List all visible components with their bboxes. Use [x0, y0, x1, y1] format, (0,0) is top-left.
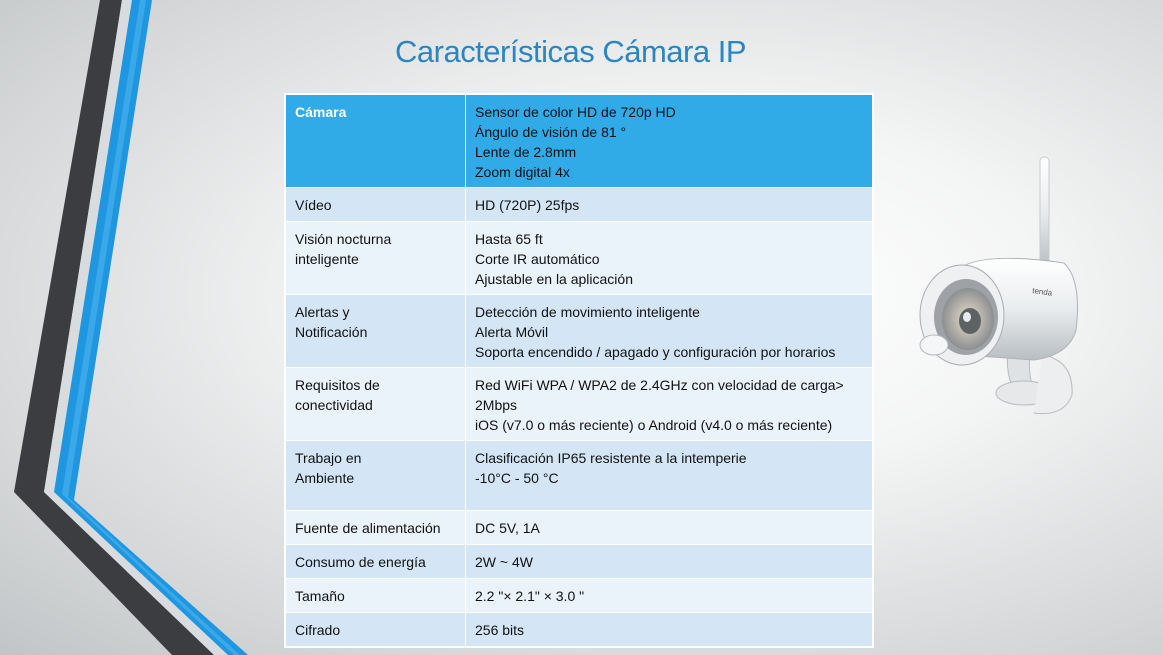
spec-value: DC 5V, 1A — [475, 520, 540, 536]
spec-label: inteligente — [295, 251, 359, 267]
spec-value-cell — [466, 295, 873, 368]
spec-label: Ambiente — [295, 470, 355, 486]
spec-value: Alerta Móvil — [475, 324, 549, 340]
brand-mark: tenda — [1031, 286, 1053, 298]
spec-label: Visión nocturna — [295, 231, 392, 247]
slide-title: Características Cámara IP — [395, 34, 746, 69]
spec-label-cell — [286, 295, 466, 368]
table-row — [286, 188, 873, 222]
table-row — [286, 368, 873, 441]
spec-value: 2.2 "× 2.1" × 3.0 " — [475, 588, 585, 604]
decorative-stripes — [0, 0, 300, 655]
ip-camera-icon — [914, 155, 1084, 425]
spec-value: Ángulo de visión de 81 ° — [475, 124, 627, 140]
spec-label-cell — [286, 368, 466, 441]
spec-label-cell — [286, 95, 466, 188]
table-row — [286, 95, 873, 188]
table-row — [286, 295, 873, 368]
spec-label: Vídeo — [295, 197, 332, 213]
spec-label-cell — [286, 613, 466, 647]
spec-label: Trabajo en — [295, 450, 362, 466]
spec-label: Requisitos de — [295, 377, 380, 393]
antenna — [1040, 157, 1049, 267]
table-row — [286, 545, 873, 579]
spec-value: iOS (v7.0 o más reciente) o Android (v4.0 o más reciente) — [475, 417, 833, 433]
table-row — [286, 441, 873, 511]
spec-label: Alertas y — [295, 304, 350, 320]
table-row — [286, 579, 873, 613]
spec-value: 2W ~ 4W — [475, 554, 533, 570]
spec-value: Red WiFi WPA / WPA2 de 2.4GHz con velocidad de carga> — [475, 377, 844, 393]
spec-label: Tamaño — [295, 588, 345, 604]
spec-label: Cifrado — [295, 622, 341, 638]
spec-value-cell — [466, 545, 873, 579]
spec-label-cell — [286, 579, 466, 613]
spec-label: Fuente de alimentación — [295, 520, 441, 536]
spec-value: Sensor de color HD de 720p HD — [475, 104, 676, 120]
spec-value: Hasta 65 ft — [475, 231, 543, 247]
spec-value: Soporta encendido / apagado y configuración por horarios — [475, 344, 836, 360]
spec-value: Corte IR automático — [475, 251, 600, 267]
spec-value-cell — [466, 511, 873, 545]
spec-value-cell — [466, 95, 873, 188]
spec-table — [285, 94, 873, 647]
table-row — [286, 511, 873, 545]
spec-value-cell — [466, 222, 873, 295]
spec-value-cell — [466, 579, 873, 613]
spec-value-cell — [466, 441, 873, 511]
spec-label-cell — [286, 441, 466, 511]
spec-label-cell — [286, 545, 466, 579]
spec-label: Consumo de energía — [295, 554, 426, 570]
spec-label-cell — [286, 222, 466, 295]
spec-value: Clasificación IP65 resistente a la intemperie — [475, 450, 747, 466]
table-row — [286, 222, 873, 295]
spec-value: 256 bits — [475, 622, 525, 638]
spec-label-cell — [286, 511, 466, 545]
spec-value-cell — [466, 368, 873, 441]
spec-label: conectividad — [295, 397, 373, 413]
spec-value: HD (720P) 25fps — [475, 197, 580, 213]
spec-value: Ajustable en la aplicación — [475, 271, 633, 287]
spec-label: Cámara — [295, 104, 347, 120]
spec-value: -10°C - 50 °C — [475, 470, 559, 486]
spec-value: Detección de movimiento inteligente — [475, 304, 700, 320]
table-row — [286, 613, 873, 647]
spec-label: Notificación — [295, 324, 368, 340]
spec-value: Zoom digital 4x — [475, 164, 570, 180]
spec-value-cell — [466, 613, 873, 647]
spec-value-cell — [466, 188, 873, 222]
spec-label-cell — [286, 188, 466, 222]
spec-value: Lente de 2.8mm — [475, 144, 577, 160]
spec-value: 2Mbps — [475, 397, 518, 413]
